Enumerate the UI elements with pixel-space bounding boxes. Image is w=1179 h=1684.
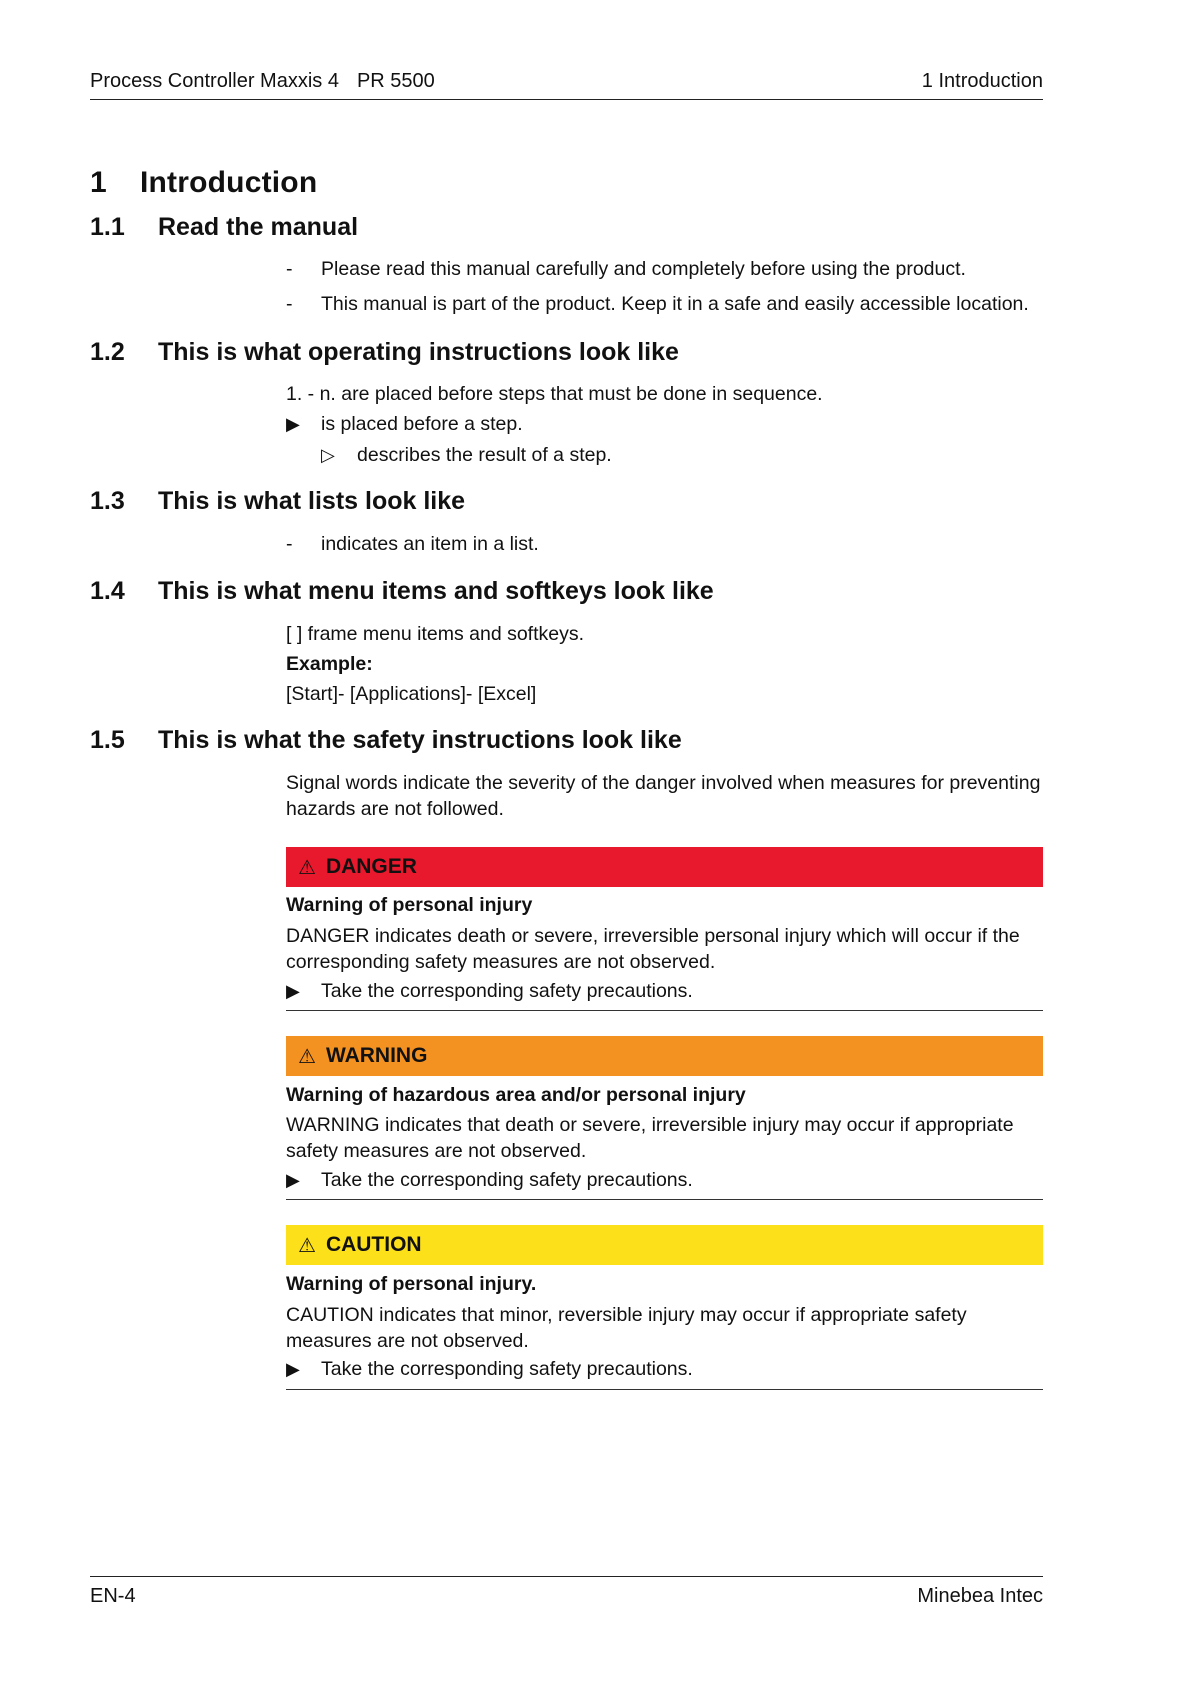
section-1-5-heading bbox=[90, 726, 682, 755]
section-1-1-heading bbox=[90, 213, 358, 242]
list-dash: - bbox=[286, 293, 293, 315]
warning-triangle-icon: ⚠ bbox=[298, 1045, 316, 1068]
list-item: Please read this manual carefully and completely before using the product. bbox=[321, 258, 966, 280]
warning-signal-bar bbox=[286, 1036, 1043, 1076]
section-1-3-heading bbox=[90, 487, 465, 516]
section-number: 1.3 bbox=[90, 487, 125, 515]
section-title: This is what lists look like bbox=[158, 487, 466, 515]
header-model: PR 5500 bbox=[356, 70, 435, 92]
section-1-4-heading bbox=[90, 577, 714, 606]
danger-divider bbox=[286, 1010, 1043, 1011]
chapter-number: 1 bbox=[90, 166, 107, 199]
chapter-title-text: Introduction bbox=[140, 166, 318, 199]
brand-name: Minebea Intec bbox=[917, 1585, 1043, 1607]
danger-text: DANGER indicates death or severe, irreversible personal injury which will occur if the corresponding safety measures are not observed. bbox=[286, 925, 1020, 973]
caution-text: CAUTION indicates that minor, reversible injury may occur if appropriate safety measures are not observed. bbox=[286, 1304, 967, 1352]
section-number: 1.5 bbox=[90, 726, 125, 754]
warning-step: Take the corresponding safety precautions. bbox=[321, 1169, 693, 1191]
list-dash: - bbox=[286, 533, 293, 555]
caution-heading: Warning of personal injury. bbox=[286, 1273, 537, 1295]
caution-divider bbox=[286, 1389, 1043, 1390]
warning-label: WARNING bbox=[325, 1044, 428, 1067]
section-number: 1.2 bbox=[90, 338, 125, 366]
page-footer bbox=[90, 1576, 1043, 1608]
danger-signal-bar bbox=[286, 847, 1043, 887]
warning-triangle-icon: ⚠ bbox=[298, 1234, 316, 1257]
example-label: Example: bbox=[286, 653, 373, 675]
step-arrow-icon: ▶ bbox=[286, 1170, 300, 1190]
warning-heading: Warning of hazardous area and/or personal injury bbox=[286, 1084, 746, 1106]
step-arrow-icon: ▶ bbox=[286, 414, 300, 434]
list-item: indicates an item in a list. bbox=[321, 533, 539, 555]
result-arrow-icon: ▷ bbox=[321, 445, 335, 465]
header-product: Process Controller Maxxis 4 bbox=[90, 70, 339, 92]
example-text: [Start]- [Applications]- [Excel] bbox=[286, 683, 537, 705]
caution-step: Take the corresponding safety precautions. bbox=[321, 1358, 693, 1380]
section-number: 1.1 bbox=[90, 213, 125, 241]
section-title: This is what the safety instructions look like bbox=[158, 726, 682, 754]
section-title: This is what menu items and softkeys look like bbox=[158, 577, 714, 605]
section-1-2-heading bbox=[90, 338, 679, 367]
sequence-text: 1. - n. are placed before steps that must be done in sequence. bbox=[286, 383, 823, 405]
page-header bbox=[90, 70, 1043, 100]
menu-items-text: [ ] frame menu items and softkeys. bbox=[286, 623, 585, 645]
safety-intro: Signal words indicate the severity of the danger involved when measures for preventing hazards are not followed. bbox=[286, 772, 1041, 820]
caution-signal-bar bbox=[286, 1225, 1043, 1265]
page-number: EN-4 bbox=[90, 1585, 136, 1607]
header-left bbox=[90, 70, 435, 93]
list-dash: - bbox=[286, 258, 293, 280]
step-arrow-icon: ▶ bbox=[286, 1359, 300, 1379]
list-item: This manual is part of the product. Keep it in a safe and easily accessible location. bbox=[321, 293, 1029, 315]
warning-divider bbox=[286, 1199, 1043, 1200]
step-text: is placed before a step. bbox=[321, 413, 523, 435]
chapter-title bbox=[90, 166, 317, 200]
danger-label: DANGER bbox=[325, 855, 417, 878]
header-chapter: 1 Introduction bbox=[921, 70, 1043, 92]
section-number: 1.4 bbox=[90, 577, 125, 605]
caution-label: CAUTION bbox=[325, 1233, 422, 1256]
result-text: describes the result of a step. bbox=[357, 444, 612, 466]
danger-heading: Warning of personal injury bbox=[286, 894, 533, 916]
section-title: This is what operating instructions look like bbox=[158, 338, 679, 366]
warning-triangle-icon: ⚠ bbox=[298, 856, 316, 879]
section-title: Read the manual bbox=[158, 213, 359, 241]
danger-step: Take the corresponding safety precautions. bbox=[321, 980, 693, 1002]
warning-text: WARNING indicates that death or severe, irreversible injury may occur if appropriate safety measures are not observed. bbox=[286, 1114, 1014, 1162]
step-arrow-icon: ▶ bbox=[286, 981, 300, 1001]
